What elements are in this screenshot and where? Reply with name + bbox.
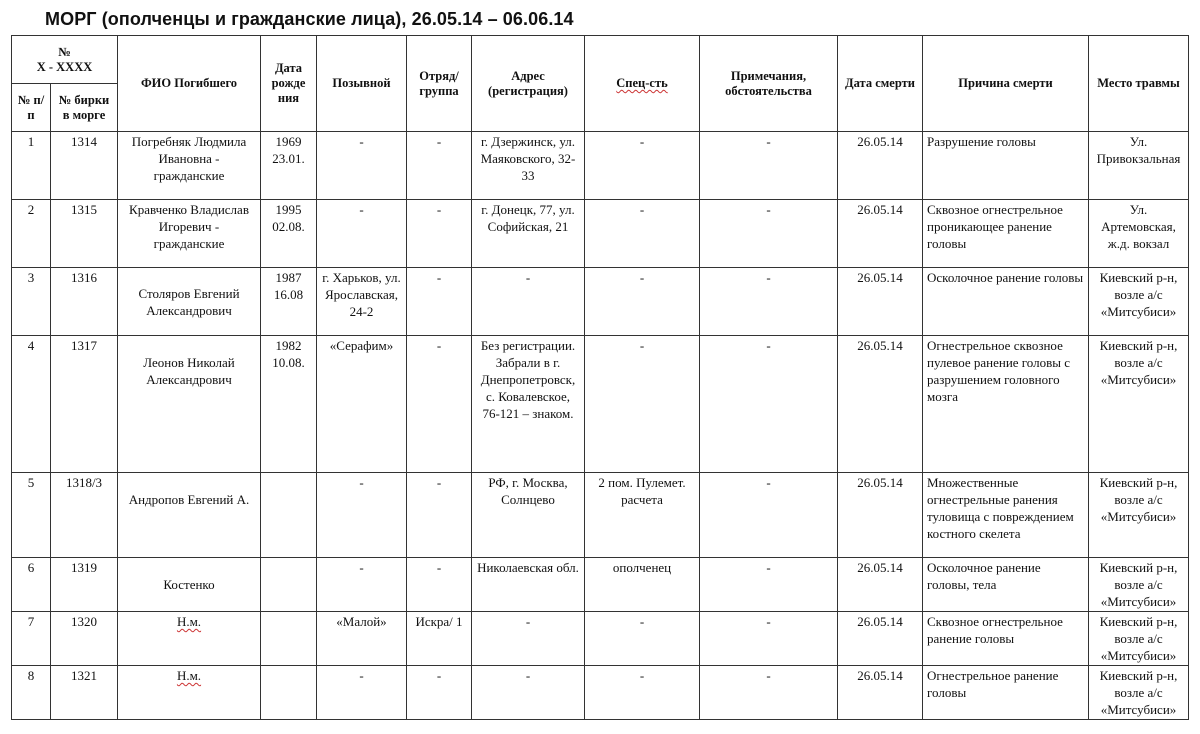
header-cause: Причина смерти xyxy=(923,36,1089,132)
cell-num: 2 xyxy=(12,200,51,268)
cell-death-date: 26.05.14 xyxy=(838,132,923,200)
header-death-date: Дата смерти xyxy=(838,36,923,132)
cell-cause: Сквозное огнестрельное проникающее ранение головы xyxy=(923,200,1089,268)
cell-tag: 1321 xyxy=(51,666,118,720)
cell-address: г. Донецк, 77, ул. Софийская, 21 xyxy=(472,200,585,268)
cell-notes: - xyxy=(700,336,838,473)
cell-notes: - xyxy=(700,268,838,336)
cell-tag: 1315 xyxy=(51,200,118,268)
cell-cause: Сквозное огнестрельное ранение головы xyxy=(923,612,1089,666)
cell-num: 3 xyxy=(12,268,51,336)
header-num: № п/п xyxy=(12,84,51,132)
cell-callsign: - xyxy=(317,132,407,200)
cell-place: Киевский р-н, возле а/с «Митсубиси» xyxy=(1089,336,1189,473)
cell-num: 4 xyxy=(12,336,51,473)
cell-place: Киевский р-н, возле а/с «Митсубиси» xyxy=(1089,612,1189,666)
cell-fio: Костенко xyxy=(118,558,261,612)
cell-unit: - xyxy=(407,473,472,558)
header-callsign: Позывной xyxy=(317,36,407,132)
cell-cause: Разрушение головы xyxy=(923,132,1089,200)
cell-notes: - xyxy=(700,200,838,268)
cell-address: - xyxy=(472,666,585,720)
cell-birth: 1969 23.01. xyxy=(261,132,317,200)
cell-spec: - xyxy=(585,612,700,666)
cell-num: 6 xyxy=(12,558,51,612)
cell-fio: Леонов Николай Александрович xyxy=(118,336,261,473)
cell-notes: - xyxy=(700,473,838,558)
cell-notes: - xyxy=(700,612,838,666)
table-row xyxy=(12,132,1189,200)
cell-fio: Н.м. xyxy=(118,666,261,720)
table-row xyxy=(12,558,1189,612)
cell-callsign: «Серафим» xyxy=(317,336,407,473)
cell-callsign: «Малой» xyxy=(317,612,407,666)
cell-notes: - xyxy=(700,666,838,720)
cell-fio: Кравченко Владислав Игоревич - гражданские xyxy=(118,200,261,268)
cell-fio: Андропов Евгений А. xyxy=(118,473,261,558)
cell-unit: - xyxy=(407,132,472,200)
cell-cause: Огнестрельное ранение головы xyxy=(923,666,1089,720)
cell-death-date: 26.05.14 xyxy=(838,268,923,336)
document-title: МОРГ (ополченцы и гражданские лица), 26.05.14 – 06.06.14 xyxy=(45,9,574,29)
cell-num: 1 xyxy=(12,132,51,200)
cell-birth xyxy=(261,558,317,612)
table-row xyxy=(12,336,1189,473)
cell-death-date: 26.05.14 xyxy=(838,336,923,473)
header-place: Место травмы xyxy=(1089,36,1189,132)
cell-place: Ул. Артемовская, ж.д. вокзал xyxy=(1089,200,1189,268)
cell-spec: - xyxy=(585,132,700,200)
cell-address: - xyxy=(472,612,585,666)
cell-cause: Огнестрельное сквозное пулевое ранение головы с разрушением головного мозга xyxy=(923,336,1089,473)
cell-callsign: - xyxy=(317,473,407,558)
cell-address: Николаевская обл. xyxy=(472,558,585,612)
cell-spec: - xyxy=(585,268,700,336)
cell-unit: - xyxy=(407,336,472,473)
cell-address: Без регистрации. Забрали в г. Днепропетровск, с. Ковалевское, 76-121 – знаком. xyxy=(472,336,585,473)
cell-spec: - xyxy=(585,200,700,268)
morgue-table xyxy=(11,35,1189,720)
cell-unit: - xyxy=(407,200,472,268)
cell-tag: 1316 xyxy=(51,268,118,336)
cell-birth xyxy=(261,473,317,558)
cell-birth xyxy=(261,612,317,666)
cell-num: 7 xyxy=(12,612,51,666)
cell-unit: Искра/ 1 xyxy=(407,612,472,666)
header-group-number xyxy=(12,36,118,84)
cell-callsign: г. Харьков, ул. Ярославская, 24-2 xyxy=(317,268,407,336)
table-row xyxy=(12,612,1189,666)
cell-fio: Н.м. xyxy=(118,612,261,666)
cell-birth: 1987 16.08 xyxy=(261,268,317,336)
cell-tag: 1320 xyxy=(51,612,118,666)
cell-spec: 2 пом. Пулемет. расчета xyxy=(585,473,700,558)
cell-birth: 1995 02.08. xyxy=(261,200,317,268)
table-row xyxy=(12,200,1189,268)
cell-spec: ополченец xyxy=(585,558,700,612)
cell-spec: - xyxy=(585,336,700,473)
header-group-no: № xyxy=(58,44,71,59)
cell-tag: 1314 xyxy=(51,132,118,200)
cell-death-date: 26.05.14 xyxy=(838,200,923,268)
header-group-code: Х - ХХХХ xyxy=(36,59,93,74)
cell-place: Ул. Привокзальная xyxy=(1089,132,1189,200)
cell-num: 5 xyxy=(12,473,51,558)
cell-cause: Осколочное ранение головы xyxy=(923,268,1089,336)
cell-callsign: - xyxy=(317,558,407,612)
cell-unit: - xyxy=(407,558,472,612)
cell-death-date: 26.05.14 xyxy=(838,666,923,720)
cell-tag: 1318/3 xyxy=(51,473,118,558)
table-row xyxy=(12,268,1189,336)
cell-notes: - xyxy=(700,132,838,200)
cell-num: 8 xyxy=(12,666,51,720)
header-fio: ФИО Погибшего xyxy=(118,36,261,132)
cell-spec: - xyxy=(585,666,700,720)
table-row xyxy=(12,473,1189,558)
cell-cause: Множественные огнестрельные ранения туловища с повреждением костного скелета xyxy=(923,473,1089,558)
cell-unit: - xyxy=(407,666,472,720)
cell-fio: Столяров Евгений Александрович xyxy=(118,268,261,336)
cell-birth: 1982 10.08. xyxy=(261,336,317,473)
cell-tag: 1317 xyxy=(51,336,118,473)
cell-cause: Осколочное ранение головы, тела xyxy=(923,558,1089,612)
table-row xyxy=(12,666,1189,720)
cell-death-date: 26.05.14 xyxy=(838,473,923,558)
cell-death-date: 26.05.14 xyxy=(838,612,923,666)
cell-address: г. Дзержинск, ул. Маяковского, 32-33 xyxy=(472,132,585,200)
cell-address: - xyxy=(472,268,585,336)
header-unit: Отряд/ группа xyxy=(407,36,472,132)
cell-tag: 1319 xyxy=(51,558,118,612)
cell-place: Киевский р-н, возле а/с «Митсубиси» xyxy=(1089,473,1189,558)
header-address: Адрес (регистрация) xyxy=(472,36,585,132)
header-tag: № бирки в морге xyxy=(51,84,118,132)
cell-address: РФ, г. Москва, Солнцево xyxy=(472,473,585,558)
header-birth: Дата рожде ния xyxy=(261,36,317,132)
cell-birth xyxy=(261,666,317,720)
header-notes: Примечания, обстоятельства xyxy=(700,36,838,132)
header-spec: Спец-сть xyxy=(585,36,700,132)
cell-notes: - xyxy=(700,558,838,612)
cell-unit: - xyxy=(407,268,472,336)
cell-place: Киевский р-н, возле а/с «Митсубиси» xyxy=(1089,666,1189,720)
cell-callsign: - xyxy=(317,666,407,720)
cell-callsign: - xyxy=(317,200,407,268)
cell-place: Киевский р-н, возле а/с «Митсубиси» xyxy=(1089,268,1189,336)
cell-place: Киевский р-н, возле а/с «Митсубиси» xyxy=(1089,558,1189,612)
cell-fio: Погребняк Людмила Ивановна - гражданские xyxy=(118,132,261,200)
cell-death-date: 26.05.14 xyxy=(838,558,923,612)
